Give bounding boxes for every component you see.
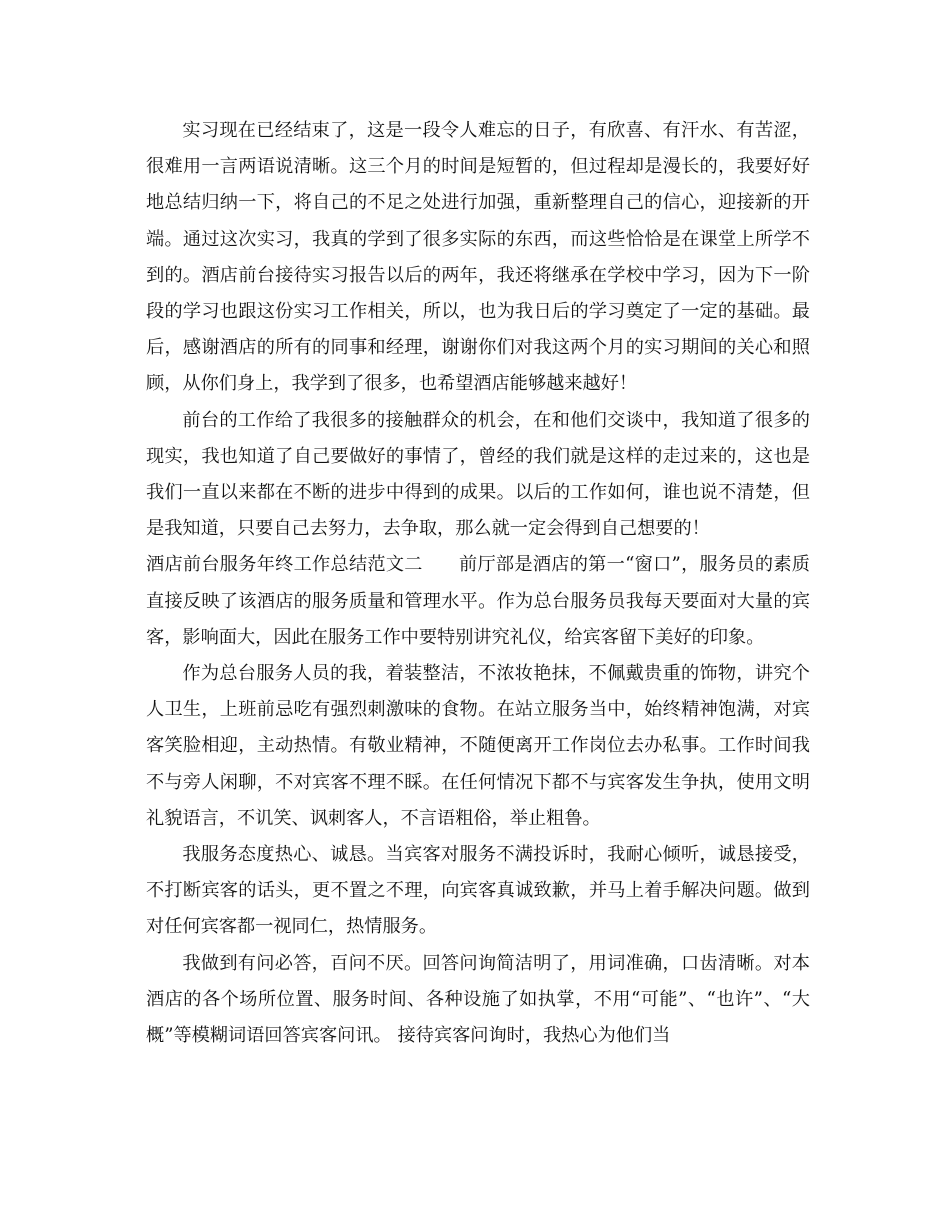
- paragraph-1: 实习现在已经结束了，这是一段令人难忘的日子，有欣喜、有汗水、有苦涩，很难用一言两语说清晰。这三个月的时间是短暂的，但过程却是漫长的，我要好好地总结归纳一下，将自己的不足之处进行加强，重新整理自己的信心，迎接新的开端。通过这次实习，我真的学到了很多实际的东西，而这些恰恰是在课堂上所学不到的。酒店前台接待实习报告以后的两年，我还将继承在学校中学习，因为下一阶段的学习也跟这份实习工作相关，所以，也为我日后的学习奠定了一定的基础。最后，感谢酒店的所有的同事和经理，谢谢你们对我这两个月的实习期间的关心和照顾，从你们身上，我学到了很多，也希望酒店能够越来越好！: [146, 120, 810, 395]
- paragraph-6: 我做到有问必答，百问不厌。回答问询简洁明了，用词准确，口齿清晰。对本酒店的各个场所位置、服务时间、各种设施了如执掌，不用“可能”、“也许”、“大概”等模糊词语回答宾客问讯。 接待宾客问询时，我热心为他们当: [146, 952, 810, 1047]
- paragraph-4: 作为总台服务人员的我，着装整洁，不浓妆艳抹，不佩戴贵重的饰物，讲究个人卫生，上班前忌吃有强烈刺激味的食物。在站立服务当中，始终精神饱满，对宾客笑脸相迎，主动热情。有敬业精神，不随便离开工作岗位去办私事。工作时间我不与旁人闲聊，不对宾客不理不睬。在任何情况下都不与宾客发生争执，使用文明礼貌语言，不讥笑、讽刺客人，不言语粗俗，举止粗鲁。: [146, 663, 810, 829]
- section-title: 酒店前台服务年终工作总结范文二: [146, 554, 423, 576]
- section-first-text: 前厅部是酒店的第一“窗口”，服务员的素质直接反映了该酒店的服务质量和管理水平。作为总台服务员我每天要面对大量的宾客，影响面大，因此在服务工作中要特别讲究礼仪，给宾客留下美好的印象。: [146, 554, 810, 648]
- paragraph-2: 前台的工作给了我很多的接触群众的机会，在和他们交谈中，我知道了很多的现实，我也知道了自己要做好的事情了，曾经的我们就是这样的走过来的，这也是我们一直以来都在不断的进步中得到的成果。以后的工作如何，谁也说不清楚，但是我知道，只要自己去努力，去争取，那么就一定会得到自己想要的！: [146, 409, 810, 540]
- section-paragraph: [146, 547, 810, 656]
- paragraph-5: 我服务态度热心、诚恳。当宾客对服务不满投诉时，我耐心倾听，诚恳接受，不打断宾客的话头，更不置之不理，向宾客真诚致歉，并马上着手解决问题。做到对任何宾客都一视同仁，热情服务。: [146, 844, 810, 938]
- document-body: [146, 113, 810, 1054]
